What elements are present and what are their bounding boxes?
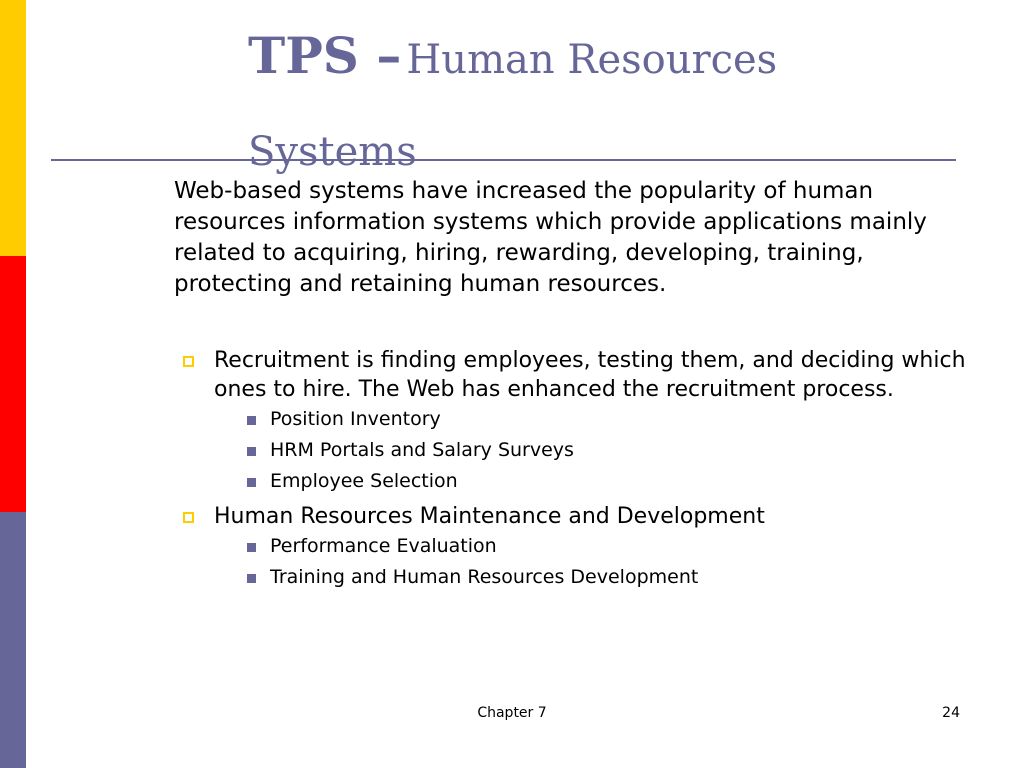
- sub-bullet-text: Employee Selection: [270, 470, 458, 492]
- sub-bullet: [183, 435, 983, 466]
- bullet-text: Human Resources Maintenance and Development: [214, 504, 765, 529]
- hollow-square-bullet-icon: [183, 356, 194, 367]
- bullet-list: [183, 346, 983, 593]
- title-line1: Human Resources: [406, 37, 778, 83]
- sub-bullet: [183, 404, 983, 435]
- slide-title: [248, 14, 948, 202]
- side-bar-yellow: [0, 0, 26, 256]
- square-bullet-icon: [247, 447, 256, 456]
- sub-bullet-text: Training and Human Resources Development: [270, 566, 699, 588]
- side-bar-blue: [0, 512, 26, 768]
- square-bullet-icon: [247, 416, 256, 425]
- sub-bullet: [183, 466, 983, 497]
- intro-paragraph: Web-based systems have increased the popularity of human resources information systems which provide applications mainly related to acquiring, hiring, rewarding, developing, training, protecting and retaining human resources.: [174, 178, 927, 297]
- bullet-hr-maintenance: [183, 502, 983, 531]
- footer-chapter: Chapter 7: [477, 705, 547, 721]
- bullet-text: Recruitment is finding employees, testing them, and deciding which ones to hire. The Web has enhanced the recruitment process.: [214, 348, 966, 402]
- sub-bullet: [183, 531, 983, 562]
- bullet-recruitment: [183, 346, 983, 404]
- sub-bullet-text: HRM Portals and Salary Surveys: [270, 439, 574, 461]
- sub-bullet: [183, 562, 983, 593]
- hollow-square-bullet-icon: [183, 512, 194, 523]
- square-bullet-icon: [247, 574, 256, 583]
- footer-page-number: 24: [942, 705, 960, 721]
- title-line2: Systems: [248, 129, 417, 175]
- sub-bullet-text: Position Inventory: [270, 408, 441, 430]
- square-bullet-icon: [247, 478, 256, 487]
- square-bullet-icon: [247, 543, 256, 552]
- sub-bullet-text: Performance Evaluation: [270, 535, 497, 557]
- title-bold: TPS –: [248, 26, 402, 85]
- side-bar-red: [0, 256, 26, 512]
- title-divider: [51, 159, 956, 161]
